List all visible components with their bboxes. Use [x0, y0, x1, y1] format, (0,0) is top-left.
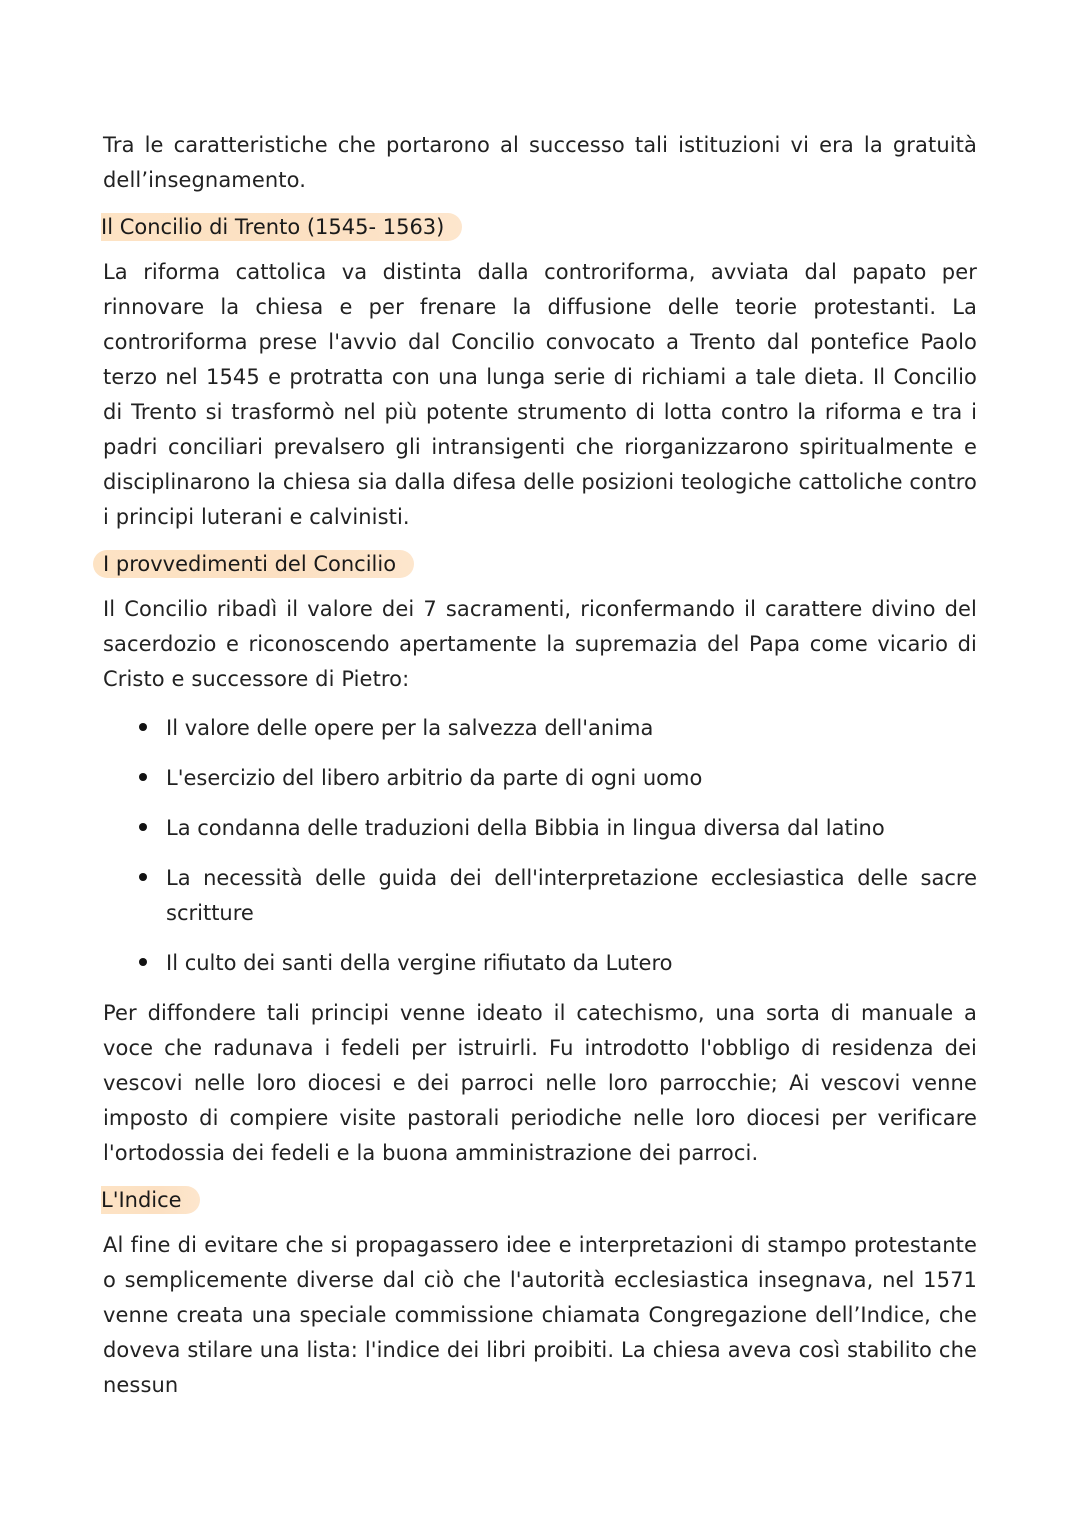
- list-item: [103, 861, 977, 931]
- section-heading-concilio-trento: Il Concilio di Trento (1545- 1563): [101, 213, 462, 241]
- paragraph-riforma-cattolica: La riforma cattolica va distinta dalla controriforma, avviata dal papato per rinnovare la chiesa e per frenare la diffusione delle teorie protestanti. La controriforma prese l'avvio dal Concilio convocato a Trento dal pontefice Paolo terzo nel 1545 e protratta con una lunga serie di richiami a tale dieta. Il Concilio di Trento si trasformò nel più potente strumento di lotta contro la riforma e tra i padri conciliari prevalsero gli intransigenti che riorganizzarono spiritualmente e disciplinarono la chiesa sia dalla difesa delle posizioni teologiche cattoliche contro i principi luterani e calvinisti.: [103, 260, 977, 529]
- list-item-text: Il valore delle opere per la salvezza dell'anima: [166, 716, 654, 740]
- bullet-icon: [139, 773, 147, 781]
- paragraph-indice: Al fine di evitare che si propagassero idee e interpretazioni di stampo protestante o semplicemente diverse dal ciò che l'autorità ecclesiastica insegnava, nel 1571 venne creata una speciale commissione chiamata Congregazione dell’Indice, che doveva stilare una lista: l'indice dei libri proibiti. La chiesa aveva così stabilito che nessun: [103, 1233, 977, 1397]
- list-item-text: Il culto dei santi della vergine rifiutato da Lutero: [166, 951, 673, 975]
- section-heading-indice: L'Indice: [101, 1186, 200, 1214]
- bullet-icon: [139, 958, 147, 966]
- list-item-text: La condanna delle traduzioni della Bibbia in lingua diversa dal latino: [166, 816, 885, 840]
- list-item: [103, 711, 977, 746]
- bullet-icon: [139, 823, 147, 831]
- list-item: [103, 946, 977, 981]
- paragraph-sacramenti: Il Concilio ribadì il valore dei 7 sacramenti, riconfermando il carattere divino del sacerdozio e riconoscendo apertamente la supremazia del Papa come vicario di Cristo e successore di Pietro:: [103, 597, 977, 691]
- document-page: [103, 128, 977, 1403]
- bullet-icon: [139, 723, 147, 731]
- list-item-text: L'esercizio del libero arbitrio da parte di ogni uomo: [166, 766, 703, 790]
- list-item: [103, 761, 977, 796]
- section-heading-provvedimenti: I provvedimenti del Concilio: [93, 550, 414, 578]
- provvedimenti-list: [103, 711, 977, 981]
- list-item: [103, 811, 977, 846]
- paragraph-catechismo: Per diffondere tali principi venne ideato il catechismo, una sorta di manuale a voce che radunava i fedeli per istruirli. Fu introdotto l'obbligo di residenza dei vescovi nelle loro diocesi e dei parroci nelle loro parrocchie; Ai vescovi venne imposto di compiere visite pastorali periodiche nelle loro diocesi per verificare l'ortodossia dei fedeli e la buona amministrazione dei parroci.: [103, 1001, 977, 1165]
- list-item-text: La necessità delle guida dei dell'interpretazione ecclesiastica delle sacre scritture: [166, 866, 977, 925]
- intro-paragraph: Tra le caratteristiche che portarono al successo tali istituzioni vi era la gratuità dell’insegnamento.: [103, 133, 977, 192]
- bullet-icon: [139, 873, 147, 881]
